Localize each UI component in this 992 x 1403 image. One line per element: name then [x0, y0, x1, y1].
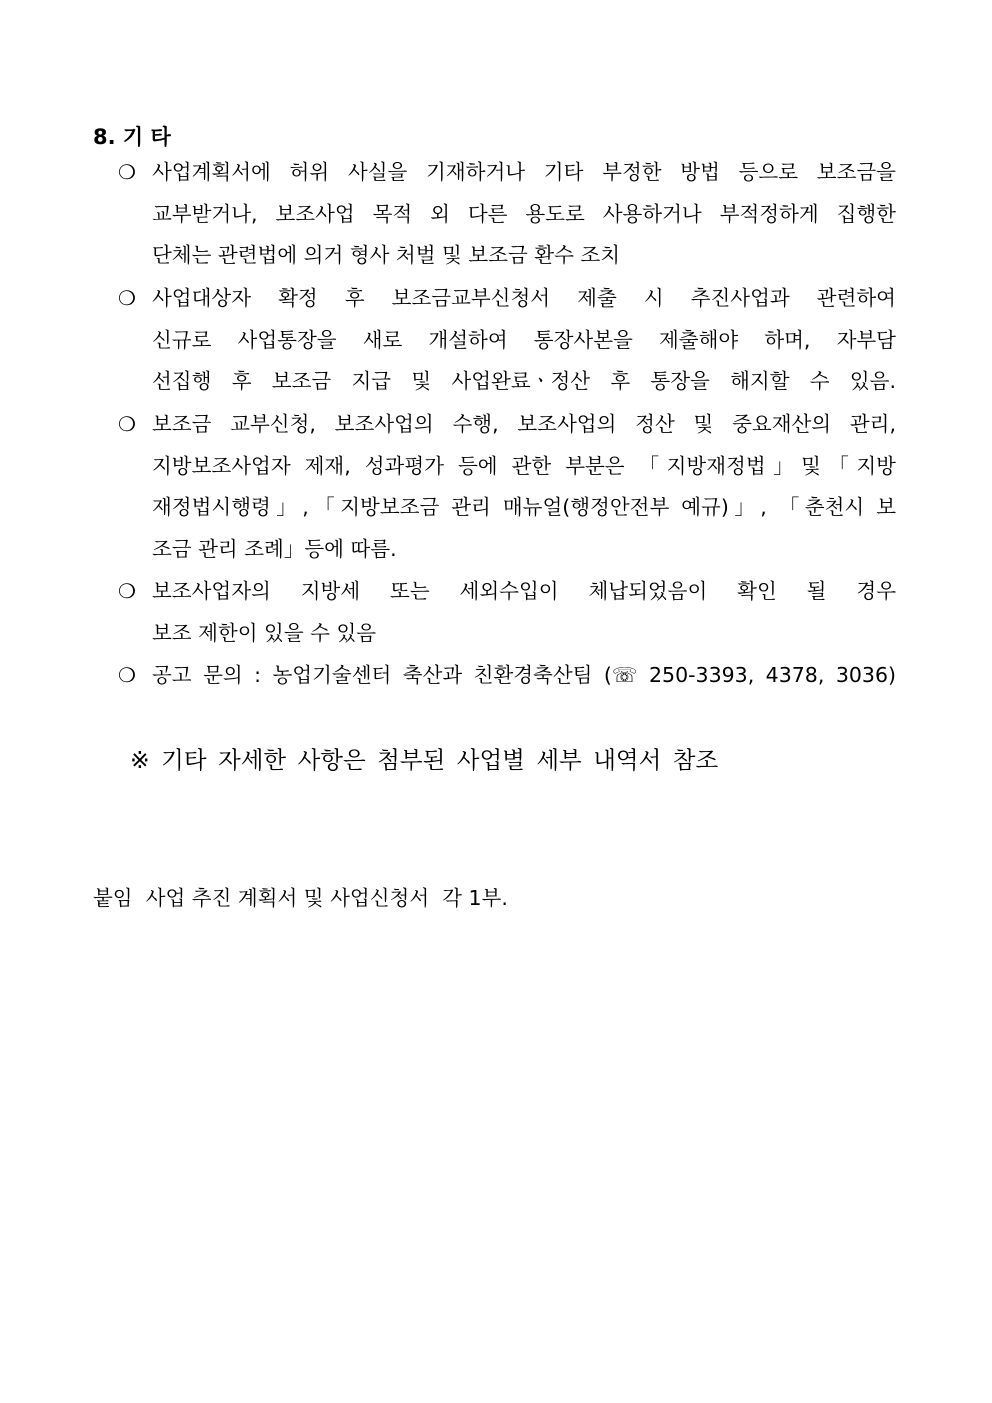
text-line: 보조금 교부신청, 보조사업의 수행, 보조사업의 정산 및 중요재산의 관리,: [152, 412, 896, 436]
bullet-text: [152, 655, 896, 697]
bullet-text: [152, 571, 896, 654]
text-line: 지방보조사업자 제재, 성과평가 등에 관한 부분은 「지방재정법」및「지방: [152, 453, 896, 478]
attachment-line: 붙임 사업 추진 계획서 및 사업신청서 각 1부.: [93, 886, 508, 910]
circle-bullet-icon: ❍: [118, 160, 136, 184]
text-line: 보조 제한이 있을 수 있음: [152, 620, 377, 645]
text-line: 선집행 후 보조금 지급 및 사업완료ㆍ정산 후 통장을 해지할 수 있음.: [152, 369, 896, 393]
text-line: 보조사업자의 지방세 또는 세외수입이 체납되었음이 확인 될 경우: [152, 579, 896, 603]
bullet-text: [152, 404, 896, 570]
circle-bullet-icon: ❍: [118, 579, 136, 603]
text-line: 조금 관리 조례」등에 따름.: [152, 536, 397, 561]
bullet-text: [152, 278, 896, 403]
text-line: 신규로 사업통장을 새로 개설하여 통장사본을 제출해야 하며, 자부담: [152, 327, 896, 352]
text-line: 교부받거나, 보조사업 목적 외 다른 용도로 사용하거나 부적정하게 집행한: [152, 201, 896, 226]
bullet-text: [152, 152, 896, 277]
circle-bullet-icon: ❍: [118, 412, 136, 436]
text-line: 사업계획서에 허위 사실을 기재하거나 기타 부정한 방법 등으로 보조금을: [152, 160, 896, 184]
circle-bullet-icon: ❍: [118, 663, 136, 687]
text-line: 사업대상자 확정 후 보조금교부신청서 제출 시 추진사업과 관련하여: [152, 286, 896, 310]
contact-line: 공고 문의 : 농업기술센터 축산과 친환경축산팀 (☏ 250-3393, 4378, 3036): [152, 663, 896, 687]
section-title: 8. 기 타: [93, 125, 171, 149]
circle-bullet-icon: ❍: [118, 286, 136, 310]
text-line: 단체는 관련법에 의거 형사 처벌 및 보조금 환수 조치: [152, 243, 620, 267]
text-line: 재정법시행령」,「지방보조금 관리 매뉴얼(행정안전부 예규)」, 「춘천시 보: [152, 495, 896, 519]
reference-note: ※ 기타 자세한 사항은 첨부된 사업별 세부 내역서 참조: [130, 746, 719, 774]
